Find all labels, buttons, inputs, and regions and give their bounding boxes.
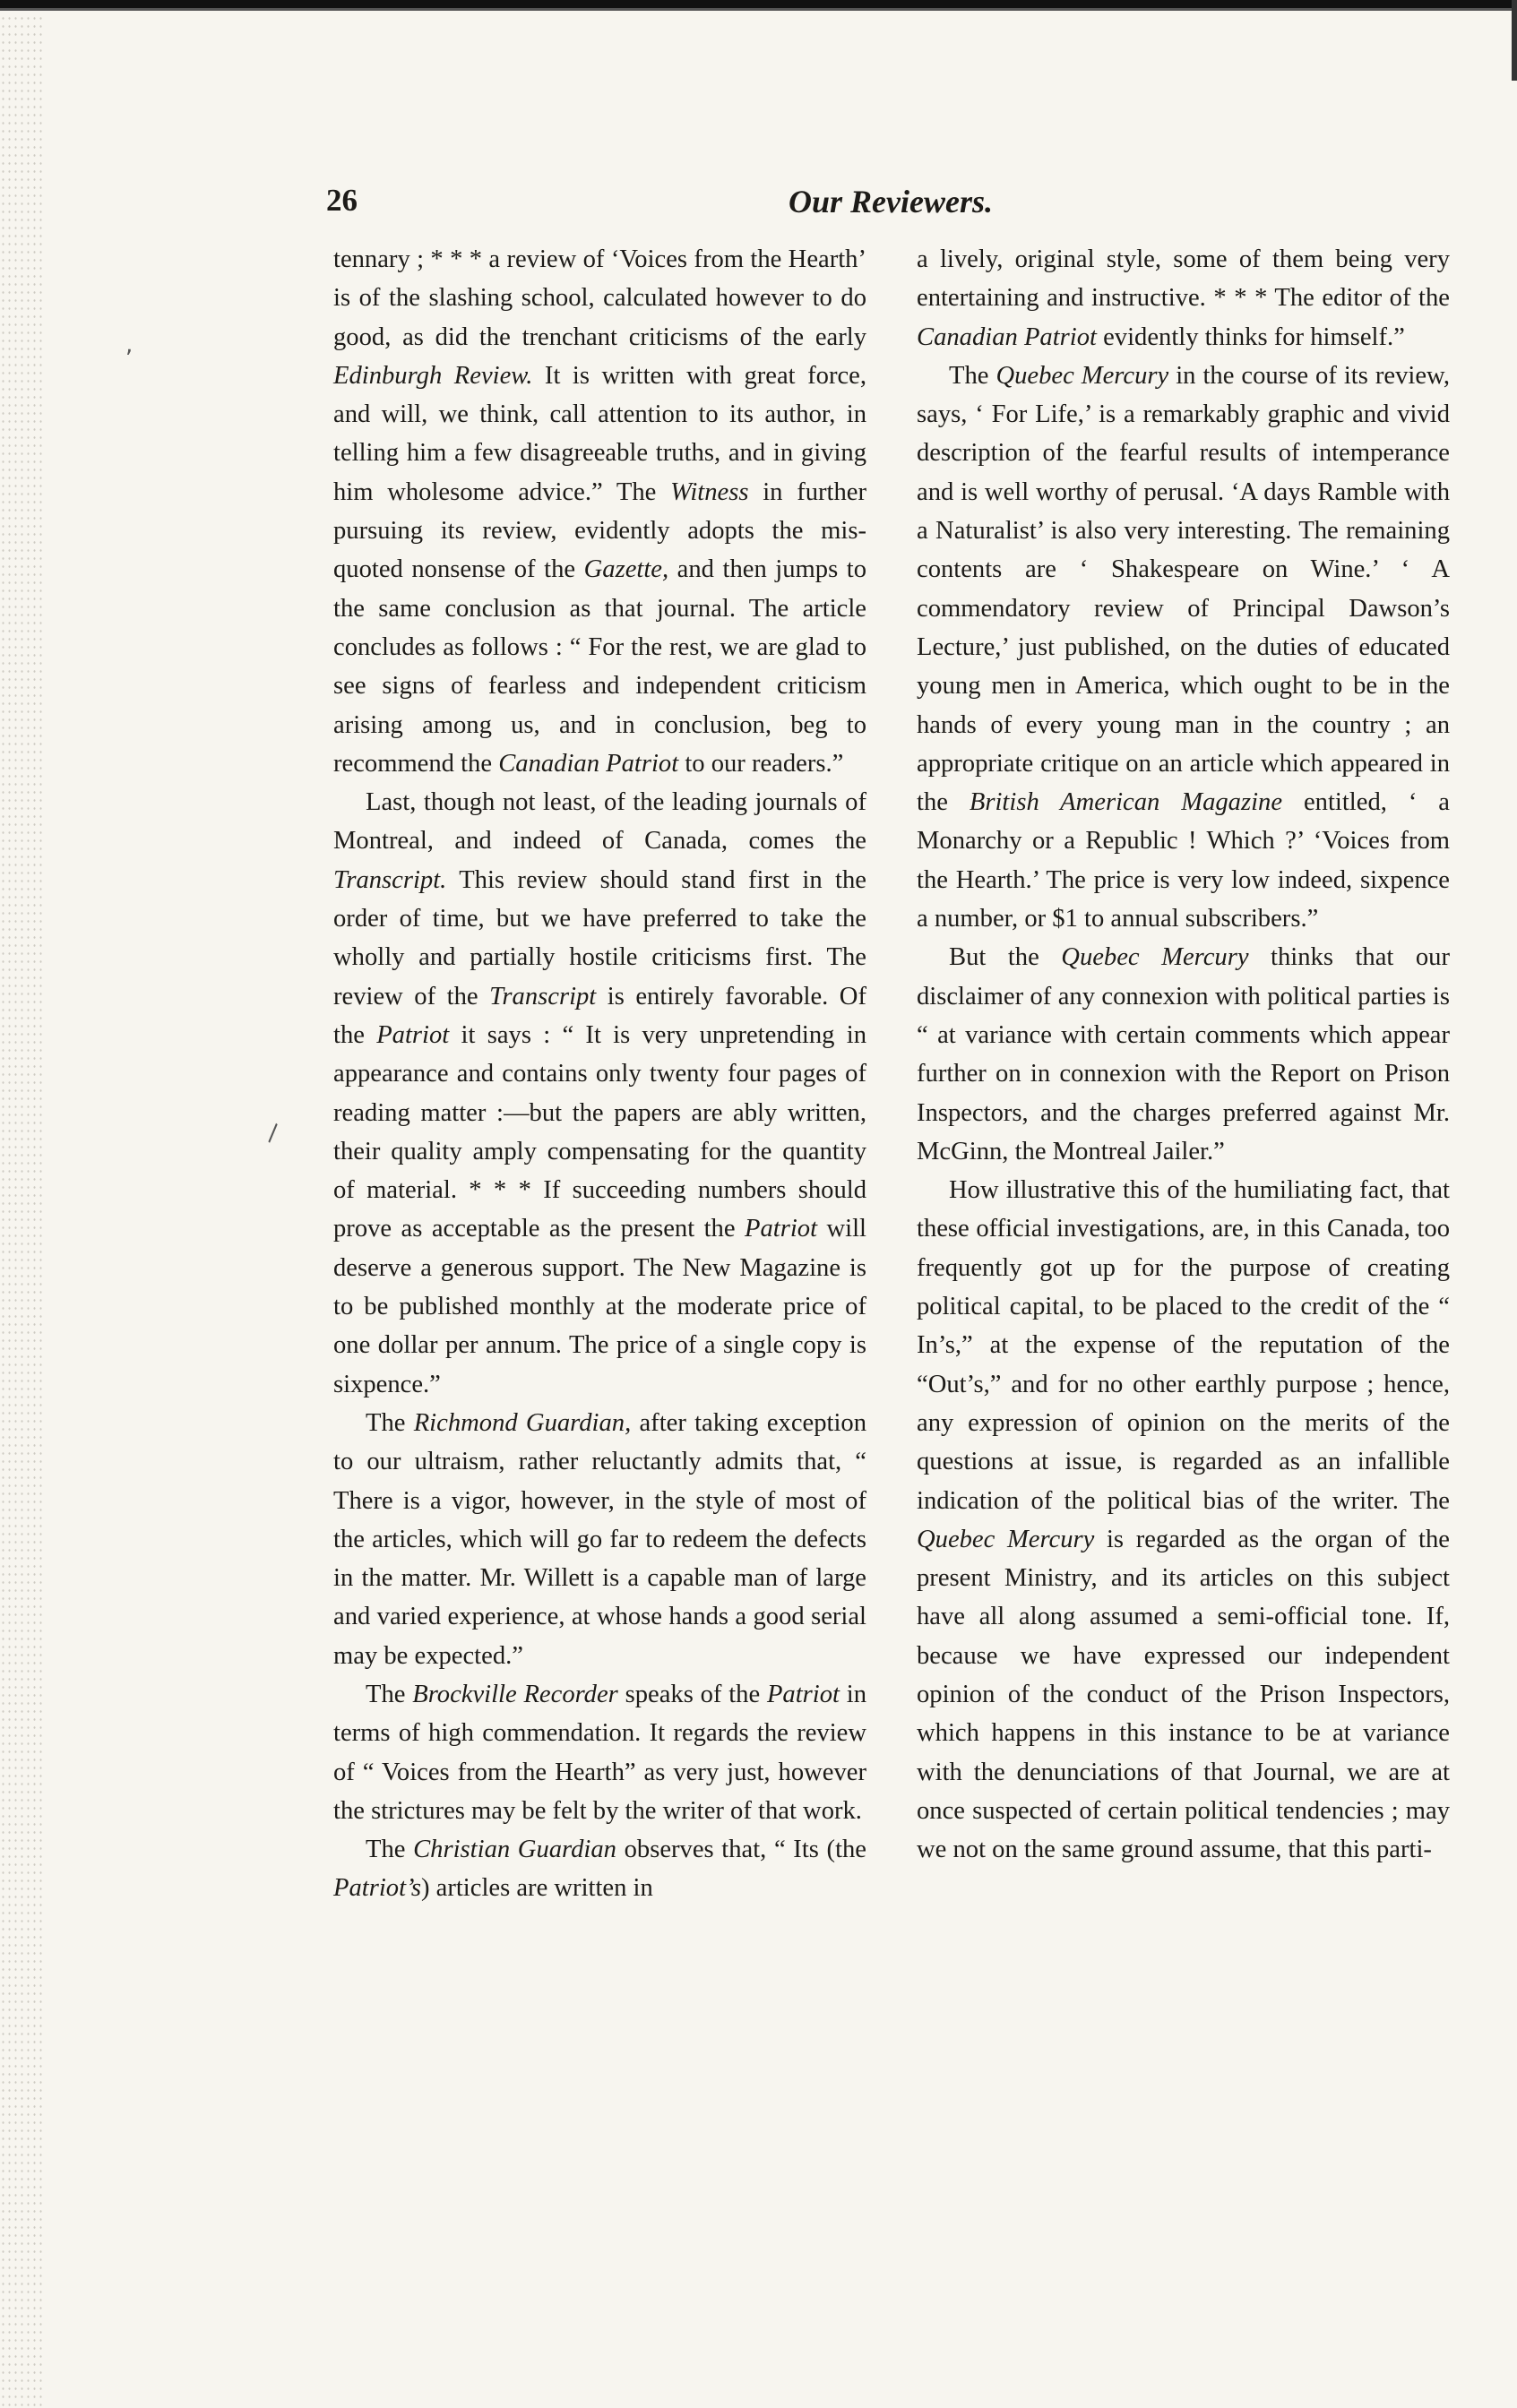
text-run: Last, though not least, of the leading journals of Montreal, and indeed of Canada, comes the (333, 788, 866, 856)
text-run: in the course of its review, says, ‘ For Life,’ is a remarkably graphic and vivid description of the fearful results of intemperance and is well worthy of perusal. ‘A days Ramble with a Naturalist’ is also very interesting. The remaining contents are ‘ Shakespeare on Wine.’ ‘ A commendatory review of Principal Dawson’s Lecture,’ just published, on the duties of educated young men in America, which ought to be in the hands of every young man in the country ; an appropriate critique on an article which appeared in the (917, 361, 1450, 817)
paragraph (917, 357, 1450, 938)
paragraph (333, 1404, 866, 1675)
text-run: speaks of the (617, 1680, 767, 1708)
left-text-column (333, 240, 866, 1908)
text-run: But the (949, 943, 1062, 972)
italic-text-run: Witness (670, 477, 749, 506)
page-header-title: Our Reviewers. (789, 184, 993, 219)
text-run: after taking exception to our ultraism, rather reluctantly admits that, “ There is a vigor, however, in the style of most of the articles, which will go far to redeem the defects in the matter. Mr. Willett is a capable man of large and varied experience, at whose hands a good serial may be expected.” (333, 1408, 866, 1670)
italic-text-run: Patriot (766, 1680, 840, 1708)
italic-text-run: Quebec Mercury (996, 361, 1169, 390)
top-border-rule (0, 0, 1517, 14)
italic-text-run: Richmond Guardian, (413, 1408, 632, 1437)
text-run: to our readers.” (678, 749, 844, 778)
italic-text-run: Edinburgh Review. (333, 361, 533, 390)
italic-text-run: Christian Guardian (413, 1836, 616, 1864)
text-run: The (949, 361, 996, 390)
italic-text-run: Gazette, (583, 555, 669, 584)
italic-text-run: Quebec Mercury (1061, 943, 1249, 972)
margin-pencil-mark: \ (261, 1120, 285, 1147)
margin-pencil-mark: , (125, 331, 134, 358)
text-run: thinks that our disclaimer of any connexion with political parties is “ at variance with certain comments which appear further on in connexion with the Report on Prison Inspectors, and the charges preferred against Mr. McGinn, the Montreal Jailer.” (917, 943, 1450, 1165)
text-run: This review should stand first in the order of time, but we have preferred to take the wholly and partially hostile criticisms first. The review of the (333, 865, 866, 1010)
text-run: in further pursuing its review, evidently adopts the mis-quoted nonsense of the (333, 477, 866, 584)
text-run: observes that, “ Its (the (616, 1836, 866, 1864)
italic-text-run: British American Magazine (969, 788, 1283, 817)
text-run: ) articles are written in (420, 1874, 653, 1903)
italic-text-run: Canadian Patriot (498, 749, 679, 778)
text-run: it says : “ It is very unpretending in appearance and contains only twenty four pages of reading matter :—but the papers are ably written, their quality amply compensating for the quantity of material. * * * If succeeding numbers should prove as acceptable as the present the (333, 1020, 866, 1243)
text-run: will deserve a generous support. The New Magazine is to be published monthly at the moderate price of one dollar per annum. The price of a single copy is sixpence.” (333, 1215, 866, 1398)
italic-text-run: Quebec Mercury (917, 1525, 1095, 1553)
text-run: is entirely favorable. Of the (333, 982, 866, 1049)
italic-text-run: Patriot (745, 1215, 818, 1243)
paragraph (333, 1675, 866, 1830)
text-run: entitled, ‘ a Monarchy or a Republic ! Which ?’ ‘Voices from the Hearth.’ The price is very low indeed, sixpence a number, or $1 to annual subscribers.” (917, 788, 1450, 933)
text-run: tennary ; * * * a review of ‘Voices from the Hearth’ is of the slashing school, calculated however to do good, as did the trenchant criticisms of the early (333, 245, 866, 351)
page-margin-speckle (0, 14, 43, 2408)
text-run: The (366, 1836, 414, 1864)
running-head (326, 183, 1455, 233)
text-run: How illustrative this of the humiliating fact, that these official investigations, are, in this Canada, too frequently got up for the purpose of creating political capital, to be placed to the credit of the “ In’s,” at the expense of the reputation of the “Out’s,” and for no other earthly purpose ; hence, any expression of opinion on the merits of the questions at issue, is regarded as an infallible indication of the political bias of the writer. The (917, 1176, 1450, 1515)
text-run: It is written with great force, and will, we think, call attention to its author, in telling him a few disagreeable truths, and in giving him wholesome advice.” The (333, 361, 866, 506)
paragraph (917, 240, 1450, 357)
paragraph (917, 1171, 1450, 1869)
text-run: is regarded as the organ of the present Ministry, and its articles on this subject have all along assumed a semi-official tone. If, because we have expressed our independent opinion of the conduct of the Prison Inspectors, which happens in this instance to be at variance with the denunciations of that Journal, we are at once suspected of certain political tendencies ; may we not on the same ground assume, that this parti- (917, 1525, 1450, 1864)
text-run: in terms of high commendation. It regards the review of “ Voices from the Hearth” as very just, however the strictures may be felt by the writer of that work. (333, 1680, 866, 1825)
right-text-column (917, 240, 1450, 1869)
paragraph (333, 783, 866, 1404)
text-run: The (366, 1408, 414, 1437)
italic-text-run: Patriot’s (333, 1874, 421, 1903)
text-run: and then jumps to the same conclusion as that journal. The article concludes as follows : “ For the rest, we are glad to see signs of fearless and independent criticism arising among us, and in conclusion, beg to recommend the (333, 555, 866, 778)
text-run: The (366, 1680, 413, 1708)
italic-text-run: Canadian Patriot (917, 322, 1097, 351)
page-edge-shadow (1512, 0, 1517, 81)
paragraph (333, 240, 866, 783)
italic-text-run: Transcript (489, 982, 597, 1010)
page-number: 26 (326, 183, 358, 218)
text-run: evidently thinks for himself.” (1096, 322, 1405, 351)
italic-text-run: Patriot (376, 1020, 450, 1049)
text-run: a lively, original style, some of them being very entertaining and instructive. * * * The editor of the (917, 245, 1450, 313)
paragraph (333, 1830, 866, 1908)
italic-text-run: Brockville Recorder (412, 1680, 618, 1708)
italic-text-run: Transcript. (333, 865, 447, 894)
paragraph (917, 938, 1450, 1171)
